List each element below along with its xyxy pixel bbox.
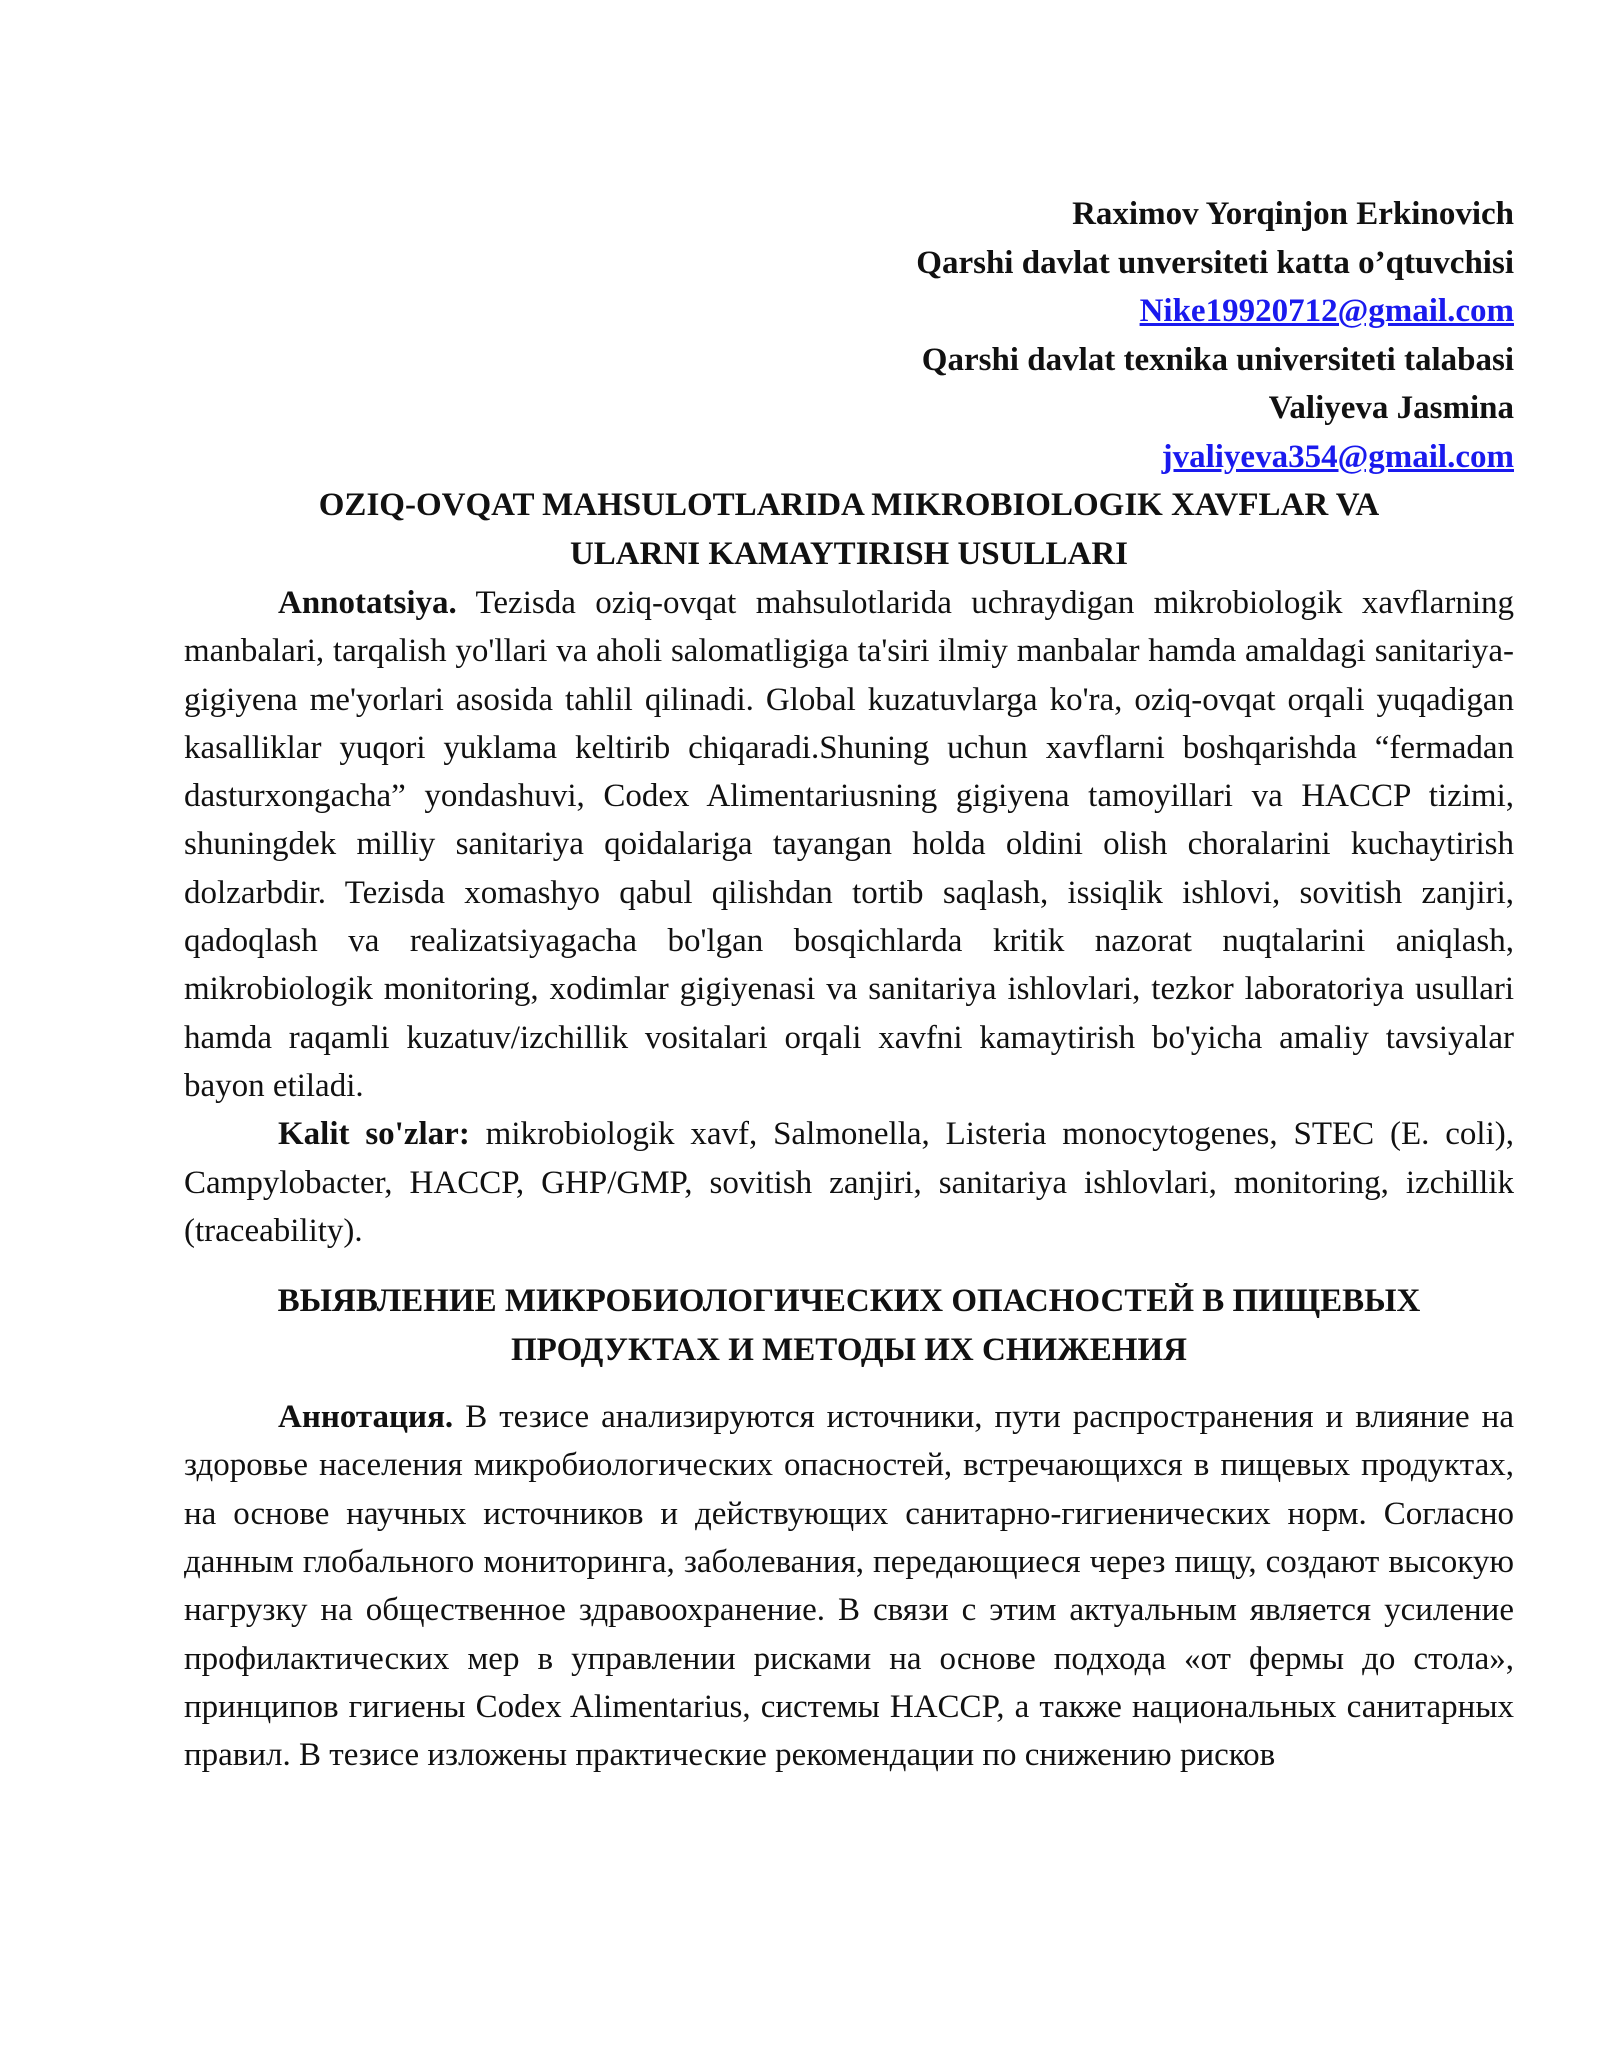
ru-title <box>184 1277 1514 1375</box>
uz-keywords-text: mikrobiologik xavf, Salmonella, Listeria monocytogenes, STEC (E. coli), Campylobacter, HACCP, GHP/GMP, sovitish zanjiri, sanitariya ishlovlari, monitoring, izchillik (traceability). <box>184 1116 1514 1249</box>
author-email-link[interactable]: Nike19920712@gmail.com <box>1139 293 1514 329</box>
ru-abstract-text: В тезисе анализируются источники, пути распространения и влияние на здоровье населения микробиологических опасностей, встречающихся в пищевых продуктах, на основе научных источников и действующих санитарно-гигиенических норм. Согласно данным глобального мониторинга, заболевания, передающиеся через пищу, создают высокую нагрузку на общественное здравоохранение. В связи с этим актуальным является усиление профилактических мер в управлении рисками на основе подхода «от фермы до стола», принципов гигиены Codex Alimentarius, системы HACCP, а также национальных санитарных правил. В тезисе изложены практические рекомендации по снижению рисков <box>184 1399 1514 1774</box>
uz-abstract-text: Tezisda oziq-ovqat mahsulotlarida uchraydigan mikrobiologik xavflarning manbalari, tarqalish yo'llari va aholi salomatligiga ta'siri ilmiy manbalar hamda amaldagi sanitariya-gigiyena me'yorlari asosida tahlil qilinadi. Global kuzatuvlarga ko'ra, oziq-ovqat orqali yuqadigan kasalliklar yuqori yuklama keltirib chiqaradi.Shuning uchun xavflarni boshqarishda “fermadan dasturxongacha” yondashuvi, Codex Alimentariusning gigiyena tamoyillari va HACCP tizimi, shuningdek milliy sanitariya qoidalariga tayangan holda oldini olish choralarini kuchaytirish dolzarbdir. Tezisda xomashyo qabul qilishdan tortib saqlash, issiqlik ishlovi, sovitish zanjiri, qadoqlash va realizatsiyagacha bo'lgan bosqichlarda kritik nazorat nuqtalarini aniqlash, mikrobiologik monitoring, xodimlar gigiyenasi va sanitariya ishlovlari, tezkor laboratoriya usullari hamda raqamli kuzatuv/izchillik vositalari orqali xavfni kamaytirish bo'yicha amaliy tavsiyalar bayon etiladi. <box>184 585 1514 1104</box>
author-position: Qarshi davlat unversiteti katta o’qtuvchisi <box>916 244 1514 281</box>
uz-abstract-label: Annotatsiya. <box>278 585 457 621</box>
ru-title-line: ВЫЯВЛЕНИЕ МИКРОБИОЛОГИЧЕСКИХ ОПАСНОСТЕЙ В ПИЩЕВЫХ <box>277 1283 1421 1320</box>
author-name: Raximov Yorqinjon Erkinovich <box>1072 196 1514 232</box>
ru-title-line: ПРОДУКТАХ И МЕТОДЫ ИХ СНИЖЕНИЯ <box>511 1332 1187 1369</box>
coauthor-name: Valiyeva Jasmina <box>1268 390 1514 426</box>
ru-abstract-label: Аннотация. <box>278 1399 454 1436</box>
author-block <box>184 190 1514 481</box>
ru-abstract <box>184 1393 1514 1779</box>
uz-title-line: OZIQ-OVQAT MAHSULOTLARIDA MIKROBIOLOGIK XAVFLAR VA <box>318 487 1380 523</box>
coauthor-position: Qarshi davlat texnika universiteti talabasi <box>921 341 1514 378</box>
uz-title <box>184 481 1514 579</box>
uz-keywords <box>184 1110 1514 1255</box>
uz-abstract <box>184 579 1514 1110</box>
uz-keywords-label: Kalit so'zlar: <box>278 1116 470 1153</box>
document-page <box>184 190 1514 1780</box>
coauthor-email-link[interactable]: jvaliyeva354@gmail.com <box>1161 438 1514 475</box>
uz-title-line: ULARNI KAMAYTIRISH USULLARI <box>569 536 1129 572</box>
